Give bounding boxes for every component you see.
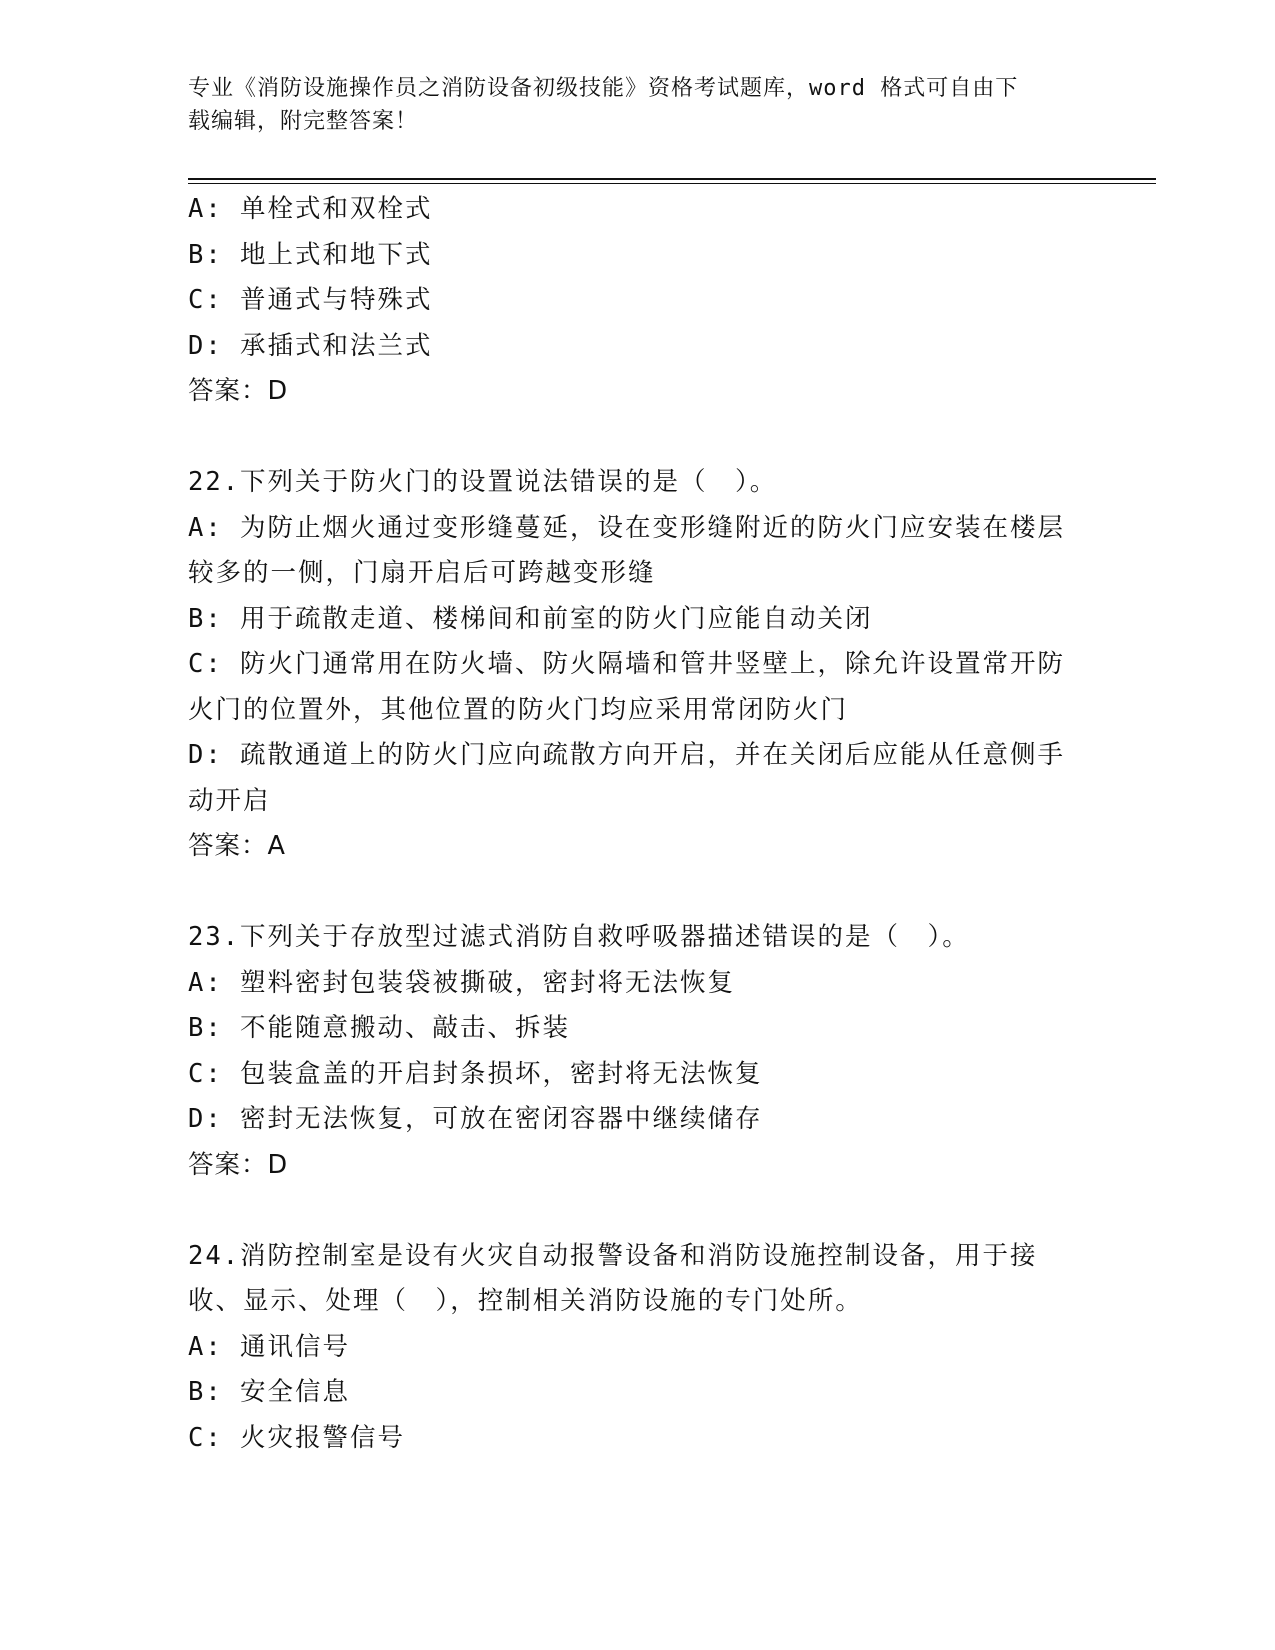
question-spacer — [188, 1188, 1088, 1234]
option-c: C: 普通式与特殊式 — [188, 285, 433, 315]
answer-label: 答案：D — [188, 376, 289, 406]
answer-label: 答案：A — [188, 831, 286, 861]
option-b: B: 用于疏散走道、楼梯间和前室的防火门应能自动关闭 — [188, 603, 873, 634]
option-c: C: 火灾报警信号 — [188, 1422, 406, 1453]
question-stem: 24.消防控制室是设有火灾自动报警设备和消防设施控制设备，用于接收、显示、处理（ ），控制相关消防设施的专门处所。 — [188, 1240, 1038, 1316]
option-c: C: 防火门通常用在防火墙、防火隔墙和管井竖壁上，除允许设置常开防火门的位置外，其他位置的防火门均应采用常闭防火门 — [188, 649, 1066, 725]
option-b: B: 不能随意搬动、敲击、拆装 — [188, 1013, 571, 1043]
question-stem: 22.下列关于防火门的设置说法错误的是（ ）。 — [188, 467, 778, 497]
option-a: A: 单栓式和双栓式 — [188, 194, 433, 224]
document-header — [188, 72, 1088, 138]
question-spacer — [188, 415, 1088, 461]
option-a: A: 通讯信号 — [188, 1331, 351, 1362]
option-a: A: 为防止烟火通过变形缝蔓延，设在变形缝附近的防火门应安装在楼层较多的一侧，门扇开启后可跨越变形缝 — [188, 512, 1066, 588]
option-b: B: 安全信息 — [188, 1377, 351, 1407]
header-divider-thick — [188, 178, 1156, 180]
question-22 — [188, 460, 1088, 870]
question-24 — [188, 1234, 1088, 1462]
option-d: D: 承插式和法兰式 — [188, 330, 433, 361]
header-line-1: 专业《消防设施操作员之消防设备初级技能》资格考试题库，word 格式可自由下 — [188, 76, 1019, 101]
question-list — [188, 187, 1088, 1461]
question-23 — [188, 915, 1088, 1188]
option-d: D: 疏散通道上的防火门应向疏散方向开启，并在关闭后应能从任意侧手动开启 — [188, 740, 1066, 816]
header-line-2: 载编辑，附完整答案！ — [188, 109, 419, 134]
option-a: A: 塑料密封包装袋被撕破，密封将无法恢复 — [188, 967, 736, 998]
header-divider-thin — [188, 183, 1156, 184]
question-spacer — [188, 870, 1088, 916]
question-stem: 23.下列关于存放型过滤式消防自救呼吸器描述错误的是（ ）。 — [188, 922, 970, 952]
answer-label: 答案：D — [188, 1149, 289, 1180]
option-d: D: 密封无法恢复，可放在密闭容器中继续储存 — [188, 1104, 763, 1134]
question-21-continued — [188, 187, 1088, 415]
option-c: C: 包装盒盖的开启封条损坏，密封将无法恢复 — [188, 1058, 763, 1089]
option-b: B: 地上式和地下式 — [188, 239, 433, 270]
